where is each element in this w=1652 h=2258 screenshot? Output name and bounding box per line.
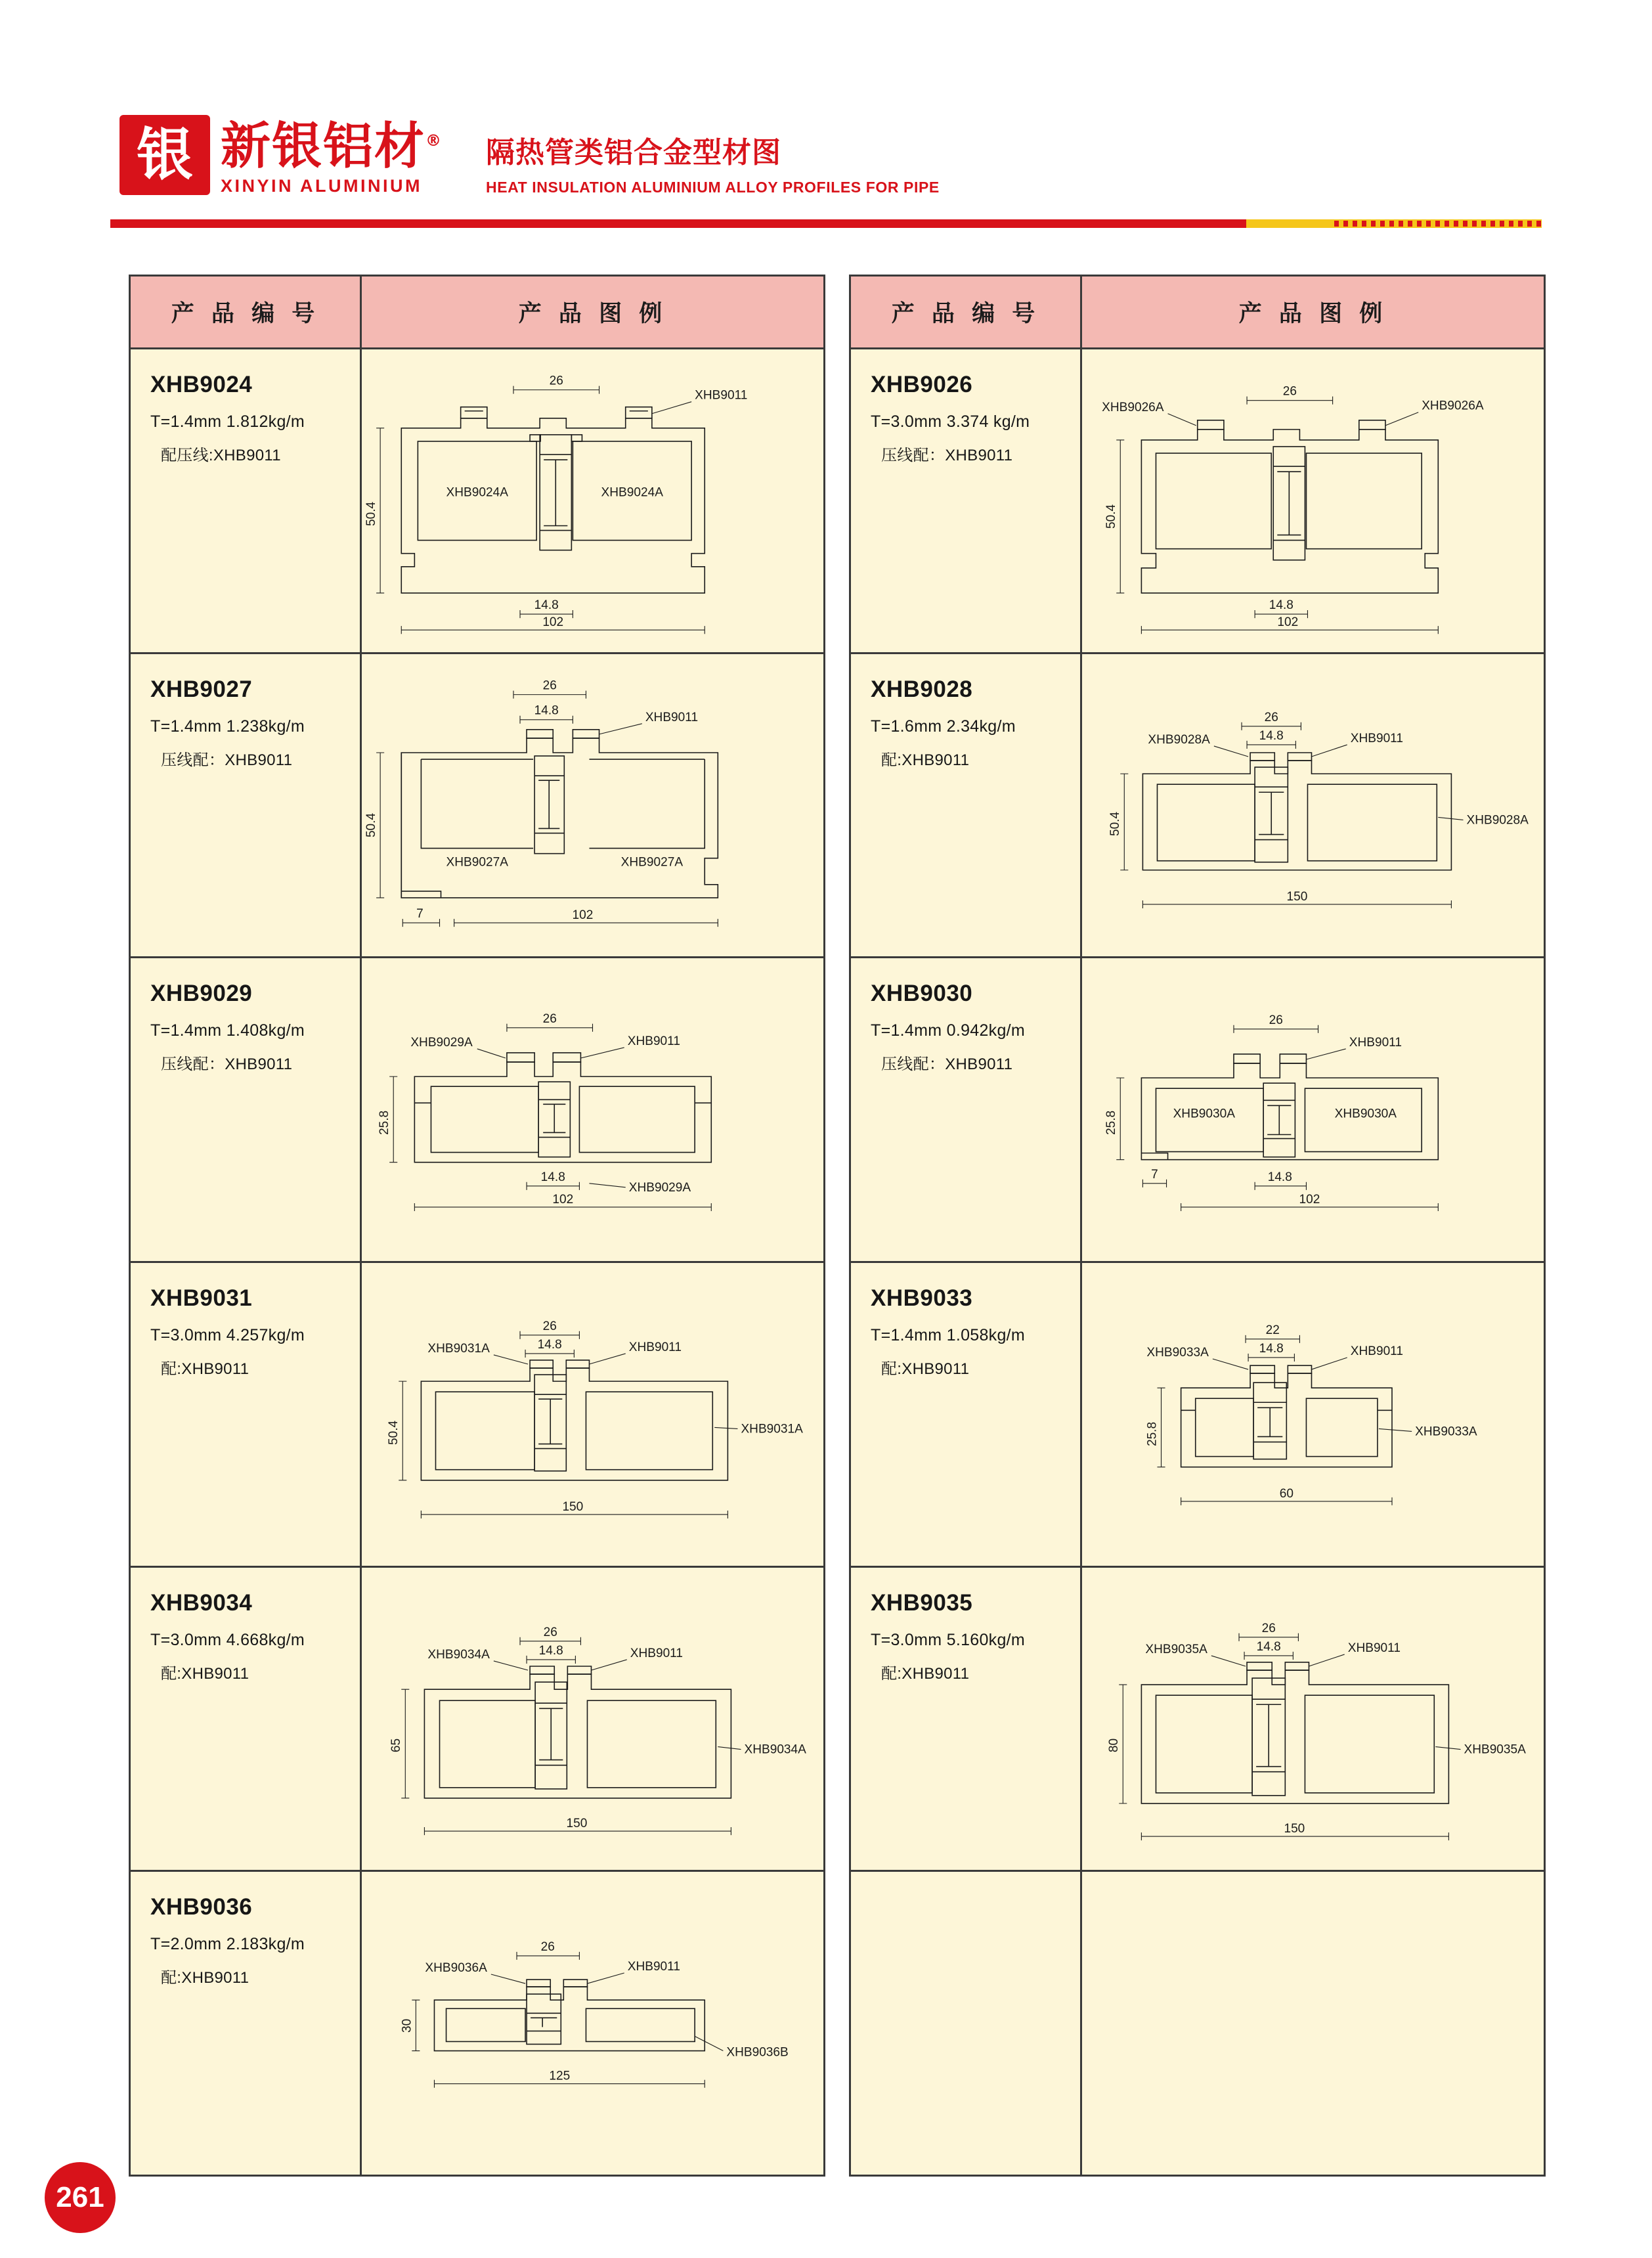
product-code: XHB9031	[150, 1285, 253, 1312]
product-figure-cell	[362, 958, 823, 1261]
header-label-code: 产 品 编 号	[171, 301, 320, 327]
product-info-cell	[131, 654, 362, 957]
product-match: 压线配：XHB9011	[161, 751, 293, 769]
callout-0: XHB9029A	[410, 1036, 473, 1050]
product-code: XHB9033	[871, 1285, 973, 1312]
product-info-cell	[851, 958, 1082, 1261]
table-row	[851, 1263, 1544, 1568]
callout-0: XHB9028A	[1148, 732, 1210, 747]
dim-left: 50.4	[364, 812, 379, 837]
product-info-cell	[851, 654, 1082, 957]
callout-1: XHB9024A	[446, 485, 508, 500]
dim-left: 50.4	[387, 1420, 401, 1446]
product-spec: T=1.4mm 1.058kg/m	[871, 1326, 1026, 1345]
dim-left: 30	[400, 2019, 414, 2033]
logo-company-cn: 新银铝材®	[221, 116, 443, 175]
product-info-cell	[131, 349, 362, 652]
product-column-right	[849, 275, 1546, 2177]
header-label-figure: 产 品 图 例	[518, 301, 667, 327]
product-code: XHB9027	[150, 676, 253, 702]
product-info-cell	[131, 1872, 362, 2175]
dim-inner: 14.8	[1269, 598, 1293, 613]
table-row	[131, 1568, 823, 1872]
dim-left: 25.8	[1145, 1421, 1160, 1447]
product-spec: T=2.0mm 2.183kg/m	[150, 1935, 305, 1954]
dim-top: 26	[549, 374, 563, 388]
product-match: 配:XHB9011	[881, 1664, 970, 1683]
callout-1: XHB9011	[628, 1340, 682, 1354]
profile-drawing-xhb9028	[1082, 654, 1544, 957]
callout-0: XHB9026A	[1102, 400, 1164, 414]
callout-1: XHB9011	[1350, 1344, 1404, 1358]
callout-1: XHB9011	[630, 1646, 684, 1660]
callout-0: XHB9033A	[1146, 1345, 1209, 1360]
dim-left: 25.8	[378, 1111, 392, 1136]
page-header	[0, 0, 1652, 223]
product-figure-cell	[362, 654, 823, 957]
dim-bottom: 102	[572, 908, 594, 922]
table-row-empty	[851, 1872, 1544, 2175]
header-cell-code-left	[131, 277, 362, 347]
callout-1: XHB9011	[1350, 731, 1404, 745]
product-spec: T=3.0mm 4.668kg/m	[150, 1630, 305, 1649]
product-spec: T=1.4mm 1.408kg/m	[150, 1021, 305, 1040]
product-spec: T=3.0mm 4.257kg/m	[150, 1326, 305, 1345]
product-spec: T=1.4mm 1.812kg/m	[150, 412, 305, 431]
product-info-cell	[131, 1568, 362, 1871]
table-row	[131, 654, 823, 959]
dim-left: 50.4	[1108, 811, 1123, 836]
callout-0: XHB9011	[695, 388, 748, 403]
dim-step: 7	[416, 906, 424, 921]
callout-2: XHB9031A	[741, 1422, 803, 1436]
dim-inner: 14.8	[1267, 1170, 1292, 1185]
dim-top: 26	[542, 1319, 557, 1333]
callout-1: XHB9011	[627, 1034, 680, 1049]
header-rule-dashes	[1334, 221, 1542, 227]
product-info-cell	[851, 349, 1082, 652]
table-row	[131, 349, 823, 654]
table-row	[131, 1872, 823, 2175]
dim-inner: 14.8	[538, 1643, 563, 1658]
dim-inner: 14.8	[540, 1170, 565, 1185]
dim-bottom: 125	[549, 2070, 571, 2084]
callout-2: XHB9024A	[601, 485, 663, 500]
product-code: XHB9024	[150, 372, 253, 397]
product-match: 配:XHB9011	[161, 1664, 250, 1683]
callout-2: XHB9036B	[726, 2045, 789, 2060]
callout-0: XHB9011	[1349, 1036, 1402, 1050]
product-column-left	[129, 275, 825, 2177]
dim-top: 26	[1282, 384, 1297, 399]
callout-1: XHB9030A	[1173, 1107, 1235, 1121]
product-figure-cell	[1082, 1872, 1544, 2175]
product-match: 配:XHB9011	[881, 1360, 970, 1379]
product-match: 压线配：XHB9011	[881, 447, 1013, 464]
title-english: HEAT INSULATION ALUMINIUM ALLOY PROFILES FOR PIPE	[486, 179, 940, 196]
profile-drawing-xhb9027	[362, 654, 823, 957]
product-code: XHB9030	[871, 981, 973, 1007]
table-row	[851, 958, 1544, 1263]
product-spec: T=1.4mm 0.942kg/m	[871, 1021, 1026, 1040]
product-spec: T=1.6mm 2.34kg/m	[871, 717, 1016, 736]
product-spec: T=1.4mm 1.238kg/m	[150, 717, 305, 736]
dim-bottom: 102	[552, 1193, 574, 1207]
dim-bottom: 150	[1284, 1821, 1305, 1836]
dim-top: 26	[543, 1625, 557, 1639]
callout-0: XHB9034A	[427, 1647, 490, 1662]
page-title	[486, 129, 940, 196]
product-figure-cell	[1082, 1263, 1544, 1566]
dim-top: 26	[1269, 1013, 1283, 1028]
dim-top: 26	[542, 678, 557, 693]
callout-0: XHB9031A	[427, 1341, 490, 1356]
header-rule-red	[110, 219, 1246, 228]
table-row	[131, 1263, 823, 1568]
table-row	[131, 958, 823, 1263]
product-code: XHB9026	[871, 372, 973, 397]
dim-bottom: 102	[1299, 1193, 1320, 1207]
callout-1: XHB9027A	[446, 855, 508, 870]
product-code: XHB9029	[150, 981, 253, 1007]
product-code: XHB9036	[150, 1894, 253, 1920]
table-header-row-left	[131, 277, 823, 349]
product-figure-cell	[1082, 1568, 1544, 1871]
dim-top: 26	[1264, 710, 1278, 724]
product-match: 配:XHB9011	[161, 1360, 250, 1379]
dim-left: 65	[389, 1738, 404, 1752]
dim-bottom: 150	[1286, 889, 1308, 904]
table-row	[851, 1568, 1544, 1872]
dim-left: 25.8	[1104, 1111, 1119, 1136]
product-match: 配:XHB9011	[881, 751, 970, 769]
callout-2: XHB9029A	[628, 1181, 691, 1195]
profile-drawing-xhb9029	[362, 958, 823, 1261]
callout-0: XHB9035A	[1145, 1642, 1207, 1656]
product-figure-cell	[1082, 654, 1544, 957]
dim-inner: 14.8	[1259, 728, 1284, 743]
dim-bottom: 150	[562, 1499, 584, 1514]
header-cell-figure-right	[1082, 277, 1544, 347]
product-spec: T=3.0mm 3.374 kg/m	[871, 412, 1030, 431]
product-info-cell	[131, 1263, 362, 1566]
product-figure-cell	[1082, 958, 1544, 1261]
dim-bottom: 102	[1277, 615, 1299, 630]
callout-2: XHB9035A	[1464, 1742, 1526, 1757]
registered-mark-icon: ®	[425, 131, 443, 150]
callout-2: XHB9034A	[744, 1742, 806, 1757]
callout-2: XHB9030A	[1334, 1107, 1397, 1121]
dim-bottom: 150	[566, 1816, 588, 1830]
header-cell-code-right	[851, 277, 1082, 347]
profile-drawing-xhb9026	[1082, 349, 1544, 652]
product-info-cell	[851, 1568, 1082, 1871]
table-header-row-right	[851, 277, 1544, 349]
callout-0: XHB9011	[645, 710, 699, 724]
dim-top: 26	[1261, 1621, 1276, 1635]
callout-0: XHB9036A	[425, 1961, 487, 1976]
dim-inner: 14.8	[1259, 1341, 1284, 1356]
product-match: 压线配：XHB9011	[161, 1055, 293, 1074]
callout-2: XHB9028A	[1466, 813, 1529, 828]
product-code: XHB9035	[871, 1589, 973, 1616]
dim-inner: 14.8	[1256, 1639, 1281, 1654]
logo-text	[221, 113, 443, 196]
callout-1: XHB9011	[627, 1960, 680, 1974]
dim-left: 50.4	[364, 501, 379, 526]
dim-bottom: 102	[542, 615, 564, 630]
header-label-figure: 产 品 图 例	[1238, 301, 1387, 327]
dim-top: 26	[542, 1012, 557, 1027]
logo-mark-icon	[120, 115, 210, 195]
product-info-cell	[851, 1872, 1082, 2175]
dim-bottom: 60	[1279, 1486, 1293, 1501]
product-info-cell	[851, 1263, 1082, 1566]
product-figure-cell	[1082, 349, 1544, 652]
header-cell-figure-left	[362, 277, 823, 347]
product-info-cell	[131, 958, 362, 1261]
profile-drawing-xhb9034	[362, 1568, 823, 1871]
callout-1: XHB9011	[1347, 1641, 1401, 1655]
product-spec: T=3.0mm 5.160kg/m	[871, 1630, 1026, 1649]
product-match: 配压线:XHB9011	[161, 447, 281, 464]
dim-step: 7	[1151, 1168, 1158, 1182]
product-match: 配:XHB9011	[161, 1969, 250, 1987]
dim-left: 80	[1107, 1738, 1121, 1752]
dim-inner: 14.8	[534, 598, 559, 613]
profile-drawing-xhb9031	[362, 1263, 823, 1566]
profile-drawing-xhb9033	[1082, 1263, 1544, 1566]
callout-2: XHB9033A	[1415, 1425, 1477, 1439]
dim-inner: 14.8	[537, 1337, 562, 1352]
product-code: XHB9034	[150, 1589, 253, 1616]
profile-drawing-xhb9035	[1082, 1568, 1544, 1871]
dim-top: 22	[1265, 1323, 1280, 1337]
brand-logo	[120, 113, 443, 196]
logo-glyph: 银	[137, 121, 193, 188]
profile-drawing-xhb9030	[1082, 958, 1544, 1261]
product-code: XHB9028	[871, 676, 973, 702]
product-figure-cell	[362, 1872, 823, 2175]
callout-1: XHB9026A	[1422, 399, 1484, 413]
product-match: 压线配：XHB9011	[881, 1055, 1013, 1074]
dim-top: 26	[540, 1940, 555, 1955]
dim-inner: 14.8	[534, 703, 559, 718]
product-figure-cell	[362, 349, 823, 652]
logo-company-en: XINYIN ALUMINIUM	[221, 176, 422, 196]
profile-drawing-xhb9024	[362, 349, 823, 652]
page-number: 261	[45, 2162, 116, 2233]
product-figure-cell	[362, 1568, 823, 1871]
table-row	[851, 349, 1544, 654]
product-table	[129, 275, 1546, 2177]
header-label-code: 产 品 编 号	[891, 301, 1040, 327]
table-row	[851, 654, 1544, 959]
dim-left: 50.4	[1104, 504, 1119, 529]
profile-drawing-xhb9036	[362, 1872, 823, 2175]
title-chinese: 隔热管类铝合金型材图	[486, 136, 781, 169]
product-figure-cell	[362, 1263, 823, 1566]
callout-2: XHB9027A	[620, 855, 684, 870]
